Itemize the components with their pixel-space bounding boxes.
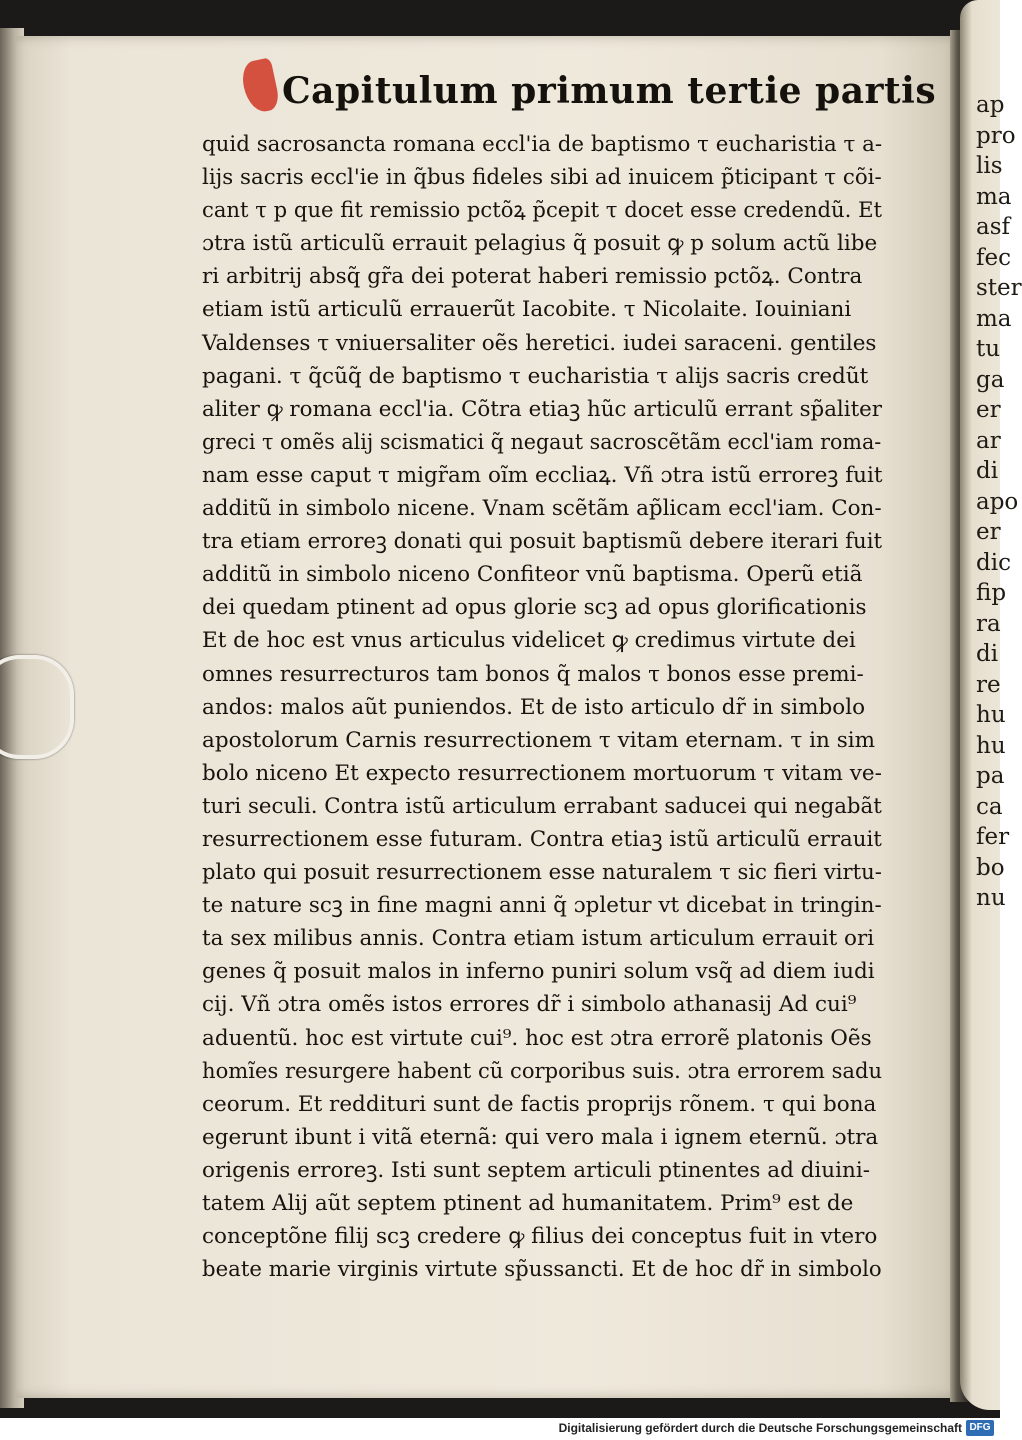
- right-page-fragment: fer: [976, 824, 1010, 850]
- text-line: dei quedam ptinent ad opus glorie scꝫ ad opus glorificationis: [202, 595, 867, 621]
- right-page-fragment: bo: [976, 854, 1005, 881]
- text-line: genes q̃ posuit malos in inferno puniri solum vsq̃ ad diem iudi: [202, 959, 875, 985]
- text-line: greci τ omẽs alij scismatici q̃ negaut sacroscẽtãm eccl'iam roma-: [202, 429, 882, 455]
- text-line: te nature scꝫ in fine magni anni q̃ ɔpletur vt dicebat in tringin-: [202, 893, 882, 919]
- text-line: egerunt ibunt i vitã eternã: qui vero mala i ignem eternũ. ɔtra: [202, 1124, 879, 1150]
- text-line: plato qui posuit resurrectionem esse naturalem τ sic fieri virtu-: [202, 860, 882, 886]
- text-line: additũ in simbolo niceno Confiteor vnũ baptisma. Operũ etiã: [202, 562, 863, 588]
- right-page-edge: [960, 0, 1022, 1410]
- right-page-fragment: nu: [976, 885, 1006, 911]
- footer-bar: [0, 1418, 1000, 1440]
- text-line: homĩes resurgere habent cũ corporibus suis. ɔtra errorem sadu: [202, 1058, 883, 1084]
- text-line: resurrectionem esse futuram. Contra etiaꝫ istũ articulũ errauit: [202, 826, 882, 852]
- funding-credit: Digitalisierung gefördert durch die Deutsche Forschungsgemeinschaft: [558, 1421, 962, 1435]
- text-line: apostolorum Carnis resurrectionem τ vitam eternam. τ in sim: [202, 727, 875, 753]
- right-page-fragment: fec: [976, 244, 1012, 271]
- text-line: pagani. τ q̃cũq̃ de baptismo τ eucharistia τ alijs sacris credũt: [202, 363, 869, 389]
- right-page-fragment: ga: [976, 366, 1005, 393]
- right-page-fragment: ma: [976, 183, 1012, 210]
- text-line: etiam istũ articulũ errauerũt Iacobite. τ Nicolaite. Iouiniani: [202, 297, 852, 323]
- text-line: omnes resurrecturos tam bonos q̃ malos τ bonos esse premi-: [202, 661, 864, 687]
- right-page-fragment: ma: [976, 305, 1012, 332]
- text-line: tra etiam erroreꝫ donati qui posuit baptismũ debere iterari fuit: [202, 529, 883, 555]
- text-line: Valdenses τ vniuersaliter oẽs heretici. iudei saraceni. gentiles: [202, 330, 877, 356]
- right-page-fragment: apo: [976, 488, 1019, 515]
- right-page-fragment: er: [976, 397, 1001, 423]
- right-page-fragment: ster: [976, 275, 1022, 301]
- right-page-fragment: er: [976, 519, 1001, 545]
- right-page-fragment: ca: [976, 793, 1003, 820]
- text-line: aliter ꝙ romana eccl'ia. Cõtra etiaꝫ hũc articulũ errant sp̃aliter: [202, 396, 883, 422]
- text-line: ɔtra istũ articulũ errauit pelagius q̃ posuit ꝙ p solum actũ libe: [202, 231, 878, 257]
- right-page-fragment: asf: [976, 214, 1011, 240]
- right-page-fragment: lis: [976, 153, 1003, 179]
- right-page-fragment: dic: [976, 549, 1011, 576]
- text-line: conceptõne filij scꝫ credere ꝙ filius dei conceptus fuit in vtero: [202, 1224, 878, 1250]
- text-line: ri arbitrij absq̃ gr̃a dei poterat haberi remissio pctõꝝ. Contra: [202, 264, 863, 290]
- right-page-fragment: pa: [976, 763, 1005, 789]
- right-page-fragment: hu: [976, 702, 1006, 728]
- right-page-fragment: ap: [976, 92, 1005, 118]
- text-line: ceorum. Et reddituri sunt de factis proprijs rõnem. τ qui bona: [202, 1091, 877, 1117]
- right-page-fragment: ar: [976, 427, 1001, 454]
- text-line: additũ in simbolo nicene. Vnam scẽtãm ap̃licam eccl'iam. Con-: [202, 496, 882, 522]
- text-line: cant τ p que fit remissio pctõꝝ p̃cepit τ docet esse credendũ. Et: [202, 198, 883, 224]
- chapter-heading: Capitulum primum tertie partis: [282, 70, 937, 112]
- text-line: aduentũ. hoc est virtute cui⁹. hoc est ɔtra errorẽ platonis Oẽs: [202, 1025, 872, 1051]
- text-line: tatem Alij aũt septem ptinent ad humanitatem. Prim⁹ est de: [202, 1191, 854, 1216]
- text-line: nam esse caput τ migr̃am oĩm eccliaꝝ. Vñ ɔtra istũ erroreꝫ fuit: [202, 462, 883, 488]
- text-line: quid sacrosancta romana eccl'ia de baptismo τ eucharistia τ a-: [202, 132, 883, 157]
- right-page-fragment: pro: [976, 122, 1016, 149]
- text-line: origenis erroreꝫ. Isti sunt septem articuli ptinentes ad diuini-: [202, 1157, 871, 1183]
- right-page-fragment: di: [976, 641, 999, 667]
- text-line: cij. Vñ ɔtra omẽs istos errores dr̃ i simbolo athanasij Ad cui⁹: [202, 992, 857, 1018]
- text-line: bolo niceno Et expecto resurrectionem mortuorum τ vitam ve-: [202, 760, 882, 786]
- right-page-fragment: re: [976, 671, 1001, 698]
- right-page-fragment: hu: [976, 732, 1006, 759]
- right-page-fragment: di: [976, 458, 999, 484]
- right-page-fragment: tu: [976, 336, 1001, 362]
- text-line: lijs sacris eccl'ie in q̃bus fideles sibi ad inuicem p̃ticipant τ cõi-: [202, 165, 882, 191]
- text-line: beate marie virginis virtute sp̃ussancti. Et de hoc dr̃ in simbolo: [202, 1257, 882, 1283]
- text-line: ta sex milibus annis. Contra etiam istum articulum errauit ori: [202, 926, 875, 952]
- right-page-fragment: ra: [976, 610, 1001, 637]
- right-page-fragment: fip: [976, 580, 1007, 606]
- text-line: andos: malos aũt puniendos. Et de isto articulo dr̃ in simbolo: [202, 694, 866, 720]
- text-column: [202, 128, 882, 1286]
- text-line: Et de hoc est vnus articulus videlicet ꝙ credimus virtute dei: [202, 628, 856, 654]
- dfg-logo: DFG: [966, 1420, 994, 1436]
- clip-ring: [0, 655, 74, 759]
- text-line: turi seculi. Contra istũ articulum errabant saducei qui negabãt: [202, 793, 882, 819]
